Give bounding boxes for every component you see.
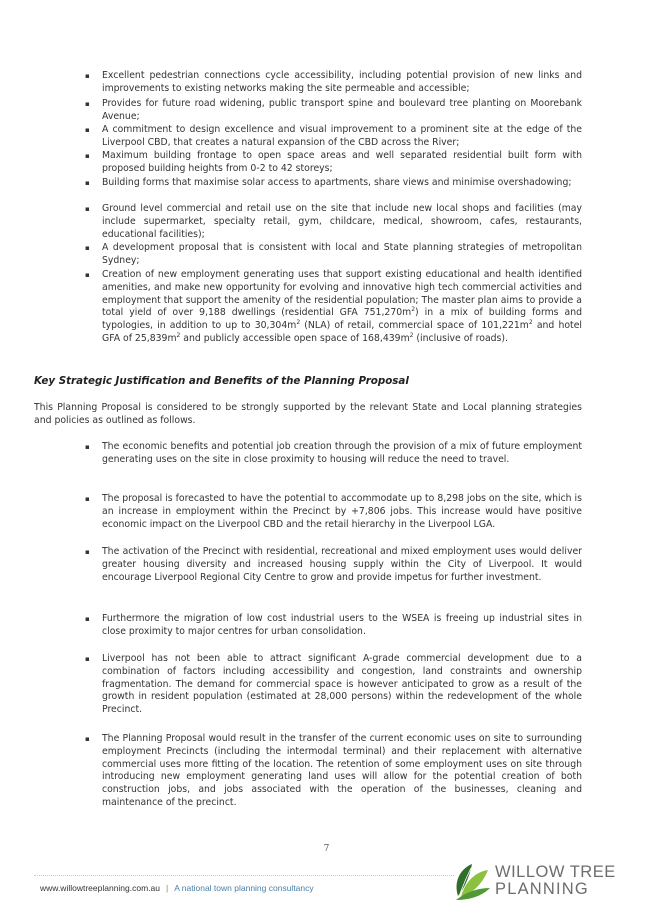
section-heading: Key Strategic Justification and Benefits of the Planning Proposal	[34, 375, 409, 387]
logo-line-2: PLANNING	[495, 880, 589, 898]
list-item: ▪ A development proposal that is consistent with local and State planning strategies of metropolitan Sydney;	[85, 242, 582, 266]
bullet-icon: ▪	[85, 615, 90, 623]
bullet-icon: ▪	[85, 495, 90, 503]
list-item: ▪ Provides for future road widening, public transport spine and boulevard tree planting on Moorebank Avenue;	[85, 98, 582, 122]
list-item: ▪ The proposal is forecasted to have the potential to accommodate up to 8,298 jobs on the site, which is an increase in employment within the Precinct by +7,806 jobs. This increase would have positive economic impact on the Liverpool CBD and the retail hierarchy in the Liverpool LGA.	[85, 493, 582, 530]
list-item: ▪ The Planning Proposal would result in the transfer of the current economic uses on site to surrounding employment Precincts (including the intermodal terminal) and their replacement with alternative commercial uses more fitting of the location. The retention of some employment uses on site through introducing new employment generating land uses will allow for the potential creation of both construction jobs, and jobs associated with the operation of the businesses, cleaning and maintenance of the precinct.	[85, 733, 582, 808]
list-item: ▪ Furthermore the migration of low cost industrial users to the WSEA is freeing up industrial sites in close proximity to major centres for urban consolidation.	[85, 613, 582, 637]
bullet-icon: ▪	[85, 244, 90, 252]
list-item: ▪ The economic benefits and potential job creation through the provision of a mix of future employment generating uses on the site in close proximity to housing will reduce the need to travel.	[85, 441, 582, 465]
footer	[40, 883, 314, 893]
bullet-icon: ▪	[85, 655, 90, 663]
bullet-icon: ▪	[85, 100, 90, 108]
logo-line-1: WILLOW TREE	[495, 863, 616, 881]
list-item: ▪ Maximum building frontage to open space areas and well separated residential built form with proposed building heights from 0-2 to 42 storeys;	[85, 150, 582, 174]
footer-separator: |	[166, 883, 169, 893]
footer-tagline: A national town planning consultancy	[174, 883, 314, 893]
bullet-icon: ▪	[85, 548, 90, 556]
list-item: ▪ Excellent pedestrian connections cycle accessibility, including potential provision of new links and improvements to existing networks making the site permeable and accessible;	[85, 70, 582, 94]
bullet-icon: ▪	[85, 72, 90, 80]
bullet-icon: ▪	[85, 126, 90, 134]
page-number: 7	[323, 844, 330, 854]
bullet-icon: ▪	[85, 271, 90, 279]
bullet-icon: ▪	[85, 735, 90, 743]
bullet-icon: ▪	[85, 443, 90, 451]
list-item: ▪ Creation of new employment generating uses that support existing educational and health identified amenities, and make new opportunity for evolving and innovative high tech commercial activities and employment that support the amenity of the residential population; The master plan aims to provide a total yield of over 9,188 dwellings (residential GFA $751,270m^2$) in a mix of building forms and typologies, in addition to up to $30,304m^2$ (NLA) of retail, commercial space of $101,221m^2$ and hotel GFA of $25,839m^2$ and publicly accessible open space of $168,439m^2$ (inclusive of roads).	[85, 269, 583, 344]
list-item: ▪ The activation of the Precinct with residential, recreational and mixed employment uses would deliver greater housing diversity and increased housing supply within the City of Liverpool. It would encourage Liverpool Regional City Centre to grow and provide impetus for further investment.	[85, 546, 582, 583]
list-item: ▪ Ground level commercial and retail use on the site that include new local shops and facilities (may include supermarket, specialty retail, gym, childcare, medical, showroom, cafes, restaurants, educational facilities);	[85, 203, 582, 240]
footer-divider	[34, 875, 454, 876]
footer-website-link[interactable]: www.willowtreeplanning.com.au	[40, 883, 161, 893]
list-item: ▪ A commitment to design excellence and visual improvement to a prominent site at the edge of the Liverpool CBD, that creates a natural expansion of the CBD across the River;	[85, 124, 582, 148]
list-item: ▪ Liverpool has not been able to attract significant A-grade commercial development due to a combination of factors including accessibility and congestion, land constraints and ownership fragmentation. The demand for commercial space is however anticipated to grow as a result of the growth in resident population (estimated at 28,000 persons) within the redevelopment of the whole Precinct.	[85, 653, 582, 716]
list-item: ▪ Building forms that maximise solar access to apartments, share views and minimise overshadowing;	[85, 177, 572, 188]
bullet-icon: ▪	[85, 179, 90, 187]
bullet-icon: ▪	[85, 205, 90, 213]
bullet-icon: ▪	[85, 152, 90, 160]
company-logo	[452, 860, 632, 904]
leaf-logo-icon	[452, 860, 492, 902]
intro-paragraph: This Planning Proposal is considered to be strongly supported by the relevant State and Local planning strategies and policies as outlined as follows.	[34, 402, 582, 427]
